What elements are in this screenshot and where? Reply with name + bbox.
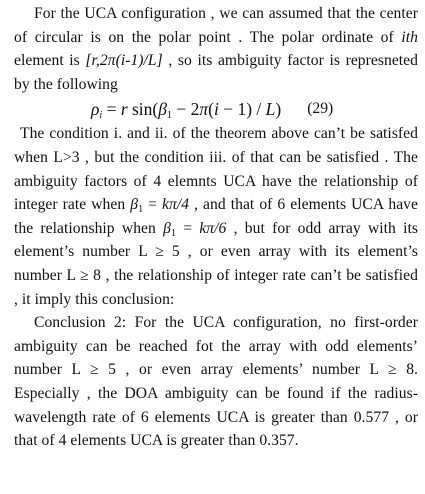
text-run: = <box>176 219 200 237</box>
eq-minus-one-div: − 1) / <box>218 98 266 119</box>
eq-L: L <box>265 98 276 119</box>
text-run: , and that of 6 elements UCA have the relationship when <box>14 196 418 237</box>
paragraph-conditions <box>14 122 418 311</box>
eq-rho: ρ <box>91 98 100 119</box>
equation-number: (29) <box>307 100 334 118</box>
eq-equals: = <box>102 98 121 119</box>
text-run: element is <box>14 52 86 70</box>
eq-beta-sub: 1 <box>166 109 172 121</box>
eq-sin: sin( <box>127 98 159 119</box>
math-polar-ordinate: [r,2π(i-1)/L] <box>85 52 163 70</box>
paragraph-conclusion-2: Conclusion 2: For the UCA configuration, no first-order ambiguity can be reached fot the array with odd elements’ number L ≥ 5 , or even array elements’ number L ≥ 8. Especially , the DOA ambiguity can be found if the radius-wavelength rate of 6 elements UCA is greater than 0.577 , or that of 4 elements UCA is greater than 0.357. <box>14 314 418 450</box>
text-run: The condition i. and ii. of the theorem above can’t be satisfed when L>3 , but the condition iii. of that can be satisfied . The ambiguity factors of 4 elemnts UCA have the relationship of integer rate when <box>14 125 418 214</box>
math-beta: β <box>163 219 171 237</box>
text-run: = <box>143 196 162 214</box>
eq-minus-two: − 2 <box>171 98 200 119</box>
paragraph-uca-configuration <box>14 2 418 96</box>
eq-r: r <box>120 98 128 119</box>
math-k-pi-6: kπ/6 <box>199 219 227 237</box>
text-run: , so its ambiguity factor is represneted by the following <box>14 52 418 93</box>
eq-i: i <box>213 98 219 119</box>
math-k-pi-4: kπ/4 <box>162 196 190 214</box>
text-run: , but for odd array with its element’s number L ≥ 5 , or even array with its element’s number L ≥ 8 , the relationship of integer rate can’t be satisfied , it imply this conclusion: <box>14 219 418 308</box>
eq-pi: π <box>199 98 209 119</box>
math-beta-sub: 1 <box>170 227 176 239</box>
eq-open-paren: ( <box>208 98 214 119</box>
math-beta-sub: 1 <box>138 204 144 216</box>
eq-beta: β <box>158 98 167 119</box>
math-ith: ith <box>401 28 418 46</box>
eq-rho-sub: i <box>99 109 103 121</box>
text-run: For the UCA configuration , we can assumed that the center of circular is on the polar point . The polar ordinate of <box>14 5 418 46</box>
eq-close-paren: ) <box>275 98 282 119</box>
math-beta: β <box>130 196 139 214</box>
equation-29 <box>14 96 418 122</box>
equation-body <box>91 99 281 120</box>
